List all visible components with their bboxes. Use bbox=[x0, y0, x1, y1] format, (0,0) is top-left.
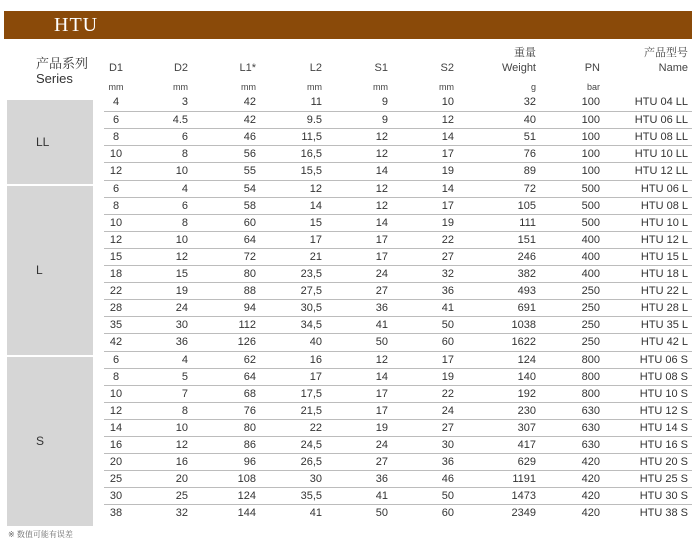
cell-l2: 41 bbox=[309, 507, 322, 520]
cell-l1: 64 bbox=[243, 370, 256, 383]
cell-pn: 630 bbox=[581, 421, 600, 434]
table-row bbox=[104, 487, 692, 505]
cell-l2: 17 bbox=[309, 370, 322, 383]
cell-s1: 50 bbox=[375, 507, 388, 520]
column-unit-s2: mm bbox=[439, 82, 454, 92]
cell-name: HTU 06 L bbox=[640, 182, 688, 195]
cell-pn: 420 bbox=[581, 473, 600, 486]
cell-l1: 56 bbox=[243, 148, 256, 161]
cell-l2: 30 bbox=[309, 473, 322, 486]
cell-pn: 500 bbox=[581, 199, 600, 212]
cell-d1: 4 bbox=[112, 96, 120, 108]
series-band-s bbox=[7, 357, 93, 526]
cell-d2: 8 bbox=[181, 216, 188, 229]
cell-l2: 16 bbox=[309, 353, 322, 366]
cell-s1: 14 bbox=[375, 165, 388, 178]
cell-l1: 124 bbox=[237, 490, 256, 503]
cell-s1: 14 bbox=[375, 370, 388, 383]
cell-l1: 80 bbox=[243, 268, 256, 280]
cell-s1: 17 bbox=[375, 404, 388, 417]
table-row bbox=[104, 162, 692, 180]
column-unit-d2: mm bbox=[173, 82, 188, 92]
cell-l2: 26,5 bbox=[300, 456, 322, 469]
cell-pn: 250 bbox=[581, 302, 600, 315]
cell-l1: 68 bbox=[243, 387, 256, 400]
cell-pn: 420 bbox=[581, 490, 600, 503]
cell-weight: 230 bbox=[517, 404, 536, 417]
cell-s1: 41 bbox=[375, 319, 388, 332]
cell-d1: 6 bbox=[112, 114, 120, 127]
cell-s2: 24 bbox=[441, 404, 454, 417]
cell-l1: 42 bbox=[243, 96, 256, 108]
table-row bbox=[104, 402, 692, 420]
cell-s1: 50 bbox=[375, 336, 388, 349]
cell-d2: 15 bbox=[175, 268, 188, 280]
cell-d1: 12 bbox=[109, 165, 123, 178]
cell-name: HTU 12 S bbox=[639, 404, 688, 417]
cell-weight: 140 bbox=[517, 370, 536, 383]
cell-l1: 88 bbox=[243, 285, 256, 298]
cell-s2: 27 bbox=[441, 421, 454, 434]
cell-s2: 10 bbox=[441, 96, 454, 108]
cell-weight: 1191 bbox=[512, 473, 536, 486]
cell-l2: 30,5 bbox=[300, 302, 322, 315]
cell-weight: 307 bbox=[517, 421, 536, 434]
column-header-d2: D2 bbox=[173, 62, 188, 74]
cell-pn: 800 bbox=[581, 387, 600, 400]
table-row bbox=[104, 351, 692, 369]
table-row bbox=[104, 333, 692, 351]
cell-pn: 800 bbox=[581, 353, 600, 366]
series-label: S bbox=[36, 434, 45, 448]
cell-weight: 192 bbox=[517, 387, 536, 400]
table-row bbox=[104, 265, 692, 283]
cell-pn: 420 bbox=[581, 456, 600, 469]
cell-d1: 6 bbox=[112, 353, 120, 366]
cell-l2: 14 bbox=[309, 199, 322, 212]
column-unit-l1: mm bbox=[241, 82, 256, 92]
table-row bbox=[104, 419, 692, 437]
cell-d1: 20 bbox=[109, 456, 123, 469]
cell-s2: 19 bbox=[441, 216, 454, 229]
cell-name: HTU 25 S bbox=[639, 473, 688, 486]
cell-d1: 35 bbox=[109, 319, 123, 332]
cell-l2: 40 bbox=[309, 336, 322, 349]
cell-pn: 800 bbox=[581, 370, 600, 383]
cell-pn: 630 bbox=[581, 439, 600, 451]
cell-pn: 250 bbox=[581, 285, 600, 298]
cell-weight: 691 bbox=[517, 302, 536, 315]
cell-name: HTU 08 S bbox=[639, 370, 688, 383]
cell-s2: 36 bbox=[441, 285, 454, 298]
cell-d2: 24 bbox=[175, 302, 188, 315]
cell-s2: 17 bbox=[441, 353, 454, 366]
cell-s1: 17 bbox=[375, 387, 388, 400]
cell-l2: 15 bbox=[309, 216, 322, 229]
cell-l1: 60 bbox=[243, 216, 256, 229]
table-row bbox=[104, 504, 692, 522]
cell-l1: 86 bbox=[243, 439, 256, 451]
cell-name: HTU 04 LL bbox=[634, 96, 688, 108]
cell-d2: 12 bbox=[175, 250, 188, 263]
cell-l2: 16,5 bbox=[300, 148, 322, 161]
cell-s1: 12 bbox=[375, 131, 388, 144]
cell-weight: 629 bbox=[517, 456, 536, 469]
cell-s2: 19 bbox=[441, 370, 454, 383]
cell-name: HTU 22 L bbox=[640, 285, 688, 298]
cell-l1: 126 bbox=[237, 336, 256, 349]
cell-s2: 17 bbox=[441, 199, 454, 212]
cell-s2: 50 bbox=[441, 490, 454, 503]
cell-d2: 6 bbox=[181, 131, 188, 144]
cell-name: HTU 30 S bbox=[639, 490, 688, 503]
table-row bbox=[104, 248, 692, 266]
table-row bbox=[104, 282, 692, 300]
series-header bbox=[36, 56, 88, 86]
column-header-s1: S1 bbox=[374, 62, 388, 74]
table-row bbox=[104, 453, 692, 471]
cell-d2: 4 bbox=[181, 353, 188, 366]
cell-weight: 493 bbox=[517, 285, 536, 298]
table-row bbox=[104, 128, 692, 146]
cell-pn: 100 bbox=[581, 96, 600, 108]
cell-d2: 4.5 bbox=[172, 114, 188, 127]
cell-s1: 12 bbox=[375, 199, 388, 212]
series-header-cn: 产品系列 bbox=[36, 56, 89, 71]
cell-s1: 27 bbox=[375, 285, 388, 298]
cell-l1: 55 bbox=[243, 165, 256, 178]
cell-pn: 420 bbox=[581, 507, 600, 520]
cell-d1: 30 bbox=[109, 490, 123, 503]
column-header-l2: L2 bbox=[309, 62, 322, 74]
cell-l2: 34,5 bbox=[300, 319, 322, 332]
cell-l1: 94 bbox=[243, 302, 256, 315]
cell-s2: 36 bbox=[441, 456, 454, 469]
table-row bbox=[104, 299, 692, 317]
cell-s1: 24 bbox=[375, 439, 388, 451]
series-band-l bbox=[7, 186, 93, 355]
cell-name: HTU 18 L bbox=[640, 268, 688, 280]
cell-s2: 19 bbox=[441, 165, 454, 178]
cell-name: HTU 15 L bbox=[640, 250, 688, 263]
cell-name: HTU 06 S bbox=[639, 353, 688, 366]
cell-l1: 46 bbox=[243, 131, 256, 144]
cell-name: HTU 28 L bbox=[640, 302, 688, 315]
cell-l2: 21 bbox=[309, 250, 322, 263]
cell-l1: 144 bbox=[237, 507, 256, 520]
column-unit-pn: bar bbox=[586, 82, 600, 92]
cell-d2: 10 bbox=[175, 421, 188, 434]
cell-d2: 16 bbox=[175, 456, 188, 469]
cell-name: HTU 06 LL bbox=[634, 114, 688, 127]
table-row bbox=[104, 385, 692, 403]
cell-name: HTU 42 L bbox=[640, 336, 688, 349]
title-bar bbox=[4, 11, 692, 39]
cell-name: HTU 16 S bbox=[639, 439, 688, 451]
cell-weight: 76 bbox=[523, 148, 536, 161]
cell-d1: 28 bbox=[109, 302, 123, 315]
cell-weight: 1038 bbox=[511, 319, 536, 332]
cell-weight: 111 bbox=[519, 216, 536, 229]
cell-d1: 25 bbox=[109, 473, 123, 486]
cell-l1: 96 bbox=[243, 456, 256, 469]
table-row bbox=[104, 368, 692, 386]
cell-d2: 8 bbox=[181, 404, 188, 417]
cell-name: HTU 08 L bbox=[640, 199, 688, 212]
cell-pn: 500 bbox=[581, 216, 600, 229]
cell-pn: 400 bbox=[581, 250, 600, 263]
cell-l2: 9.5 bbox=[306, 114, 322, 127]
cell-s1: 9 bbox=[381, 114, 388, 127]
table-row bbox=[104, 180, 692, 198]
column-unit-weight: g bbox=[530, 82, 536, 92]
cell-d1: 14 bbox=[109, 421, 123, 434]
cell-s1: 24 bbox=[375, 268, 388, 280]
column-header-cn-name: 产品型号 bbox=[644, 47, 688, 59]
cell-d2: 19 bbox=[175, 285, 188, 298]
column-header-pn: PN bbox=[584, 62, 600, 74]
cell-s2: 22 bbox=[441, 387, 454, 400]
cell-l2: 22 bbox=[309, 421, 322, 434]
cell-d1: 10 bbox=[109, 148, 123, 161]
cell-s1: 17 bbox=[375, 233, 388, 246]
cell-l2: 35,5 bbox=[300, 490, 322, 503]
cell-d2: 10 bbox=[175, 233, 188, 246]
cell-name: HTU 20 S bbox=[639, 456, 688, 469]
cell-pn: 100 bbox=[581, 114, 600, 127]
cell-d2: 10 bbox=[175, 165, 188, 178]
cell-s2: 14 bbox=[441, 182, 454, 195]
column-unit-s1: mm bbox=[373, 82, 388, 92]
cell-weight: 51 bbox=[523, 131, 536, 144]
cell-weight: 32 bbox=[523, 96, 536, 108]
cell-l2: 27,5 bbox=[300, 285, 322, 298]
cell-weight: 1622 bbox=[511, 336, 536, 349]
cell-l2: 24,5 bbox=[300, 439, 322, 451]
cell-s1: 41 bbox=[375, 490, 388, 503]
table-row bbox=[104, 214, 692, 232]
cell-l2: 15,5 bbox=[300, 165, 322, 178]
cell-pn: 400 bbox=[581, 233, 600, 246]
cell-d1: 10 bbox=[109, 387, 123, 400]
cell-d1: 8 bbox=[112, 131, 120, 144]
cell-d1: 16 bbox=[109, 439, 123, 451]
cell-d2: 36 bbox=[175, 336, 188, 349]
cell-d2: 5 bbox=[181, 370, 188, 383]
cell-l2: 17 bbox=[309, 233, 322, 246]
cell-l2: 11,5 bbox=[301, 131, 322, 144]
cell-l1: 72 bbox=[243, 250, 256, 263]
cell-name: HTU 38 S bbox=[639, 507, 688, 520]
column-header-weight: Weight bbox=[501, 62, 536, 74]
cell-weight: 1473 bbox=[511, 490, 536, 503]
cell-pn: 630 bbox=[581, 404, 600, 417]
cell-s2: 12 bbox=[441, 114, 454, 127]
series-label: L bbox=[36, 263, 43, 277]
cell-weight: 246 bbox=[517, 250, 536, 263]
cell-s1: 36 bbox=[375, 473, 388, 486]
cell-s1: 12 bbox=[375, 353, 388, 366]
cell-d1: 10 bbox=[109, 216, 123, 229]
cell-d1: 42 bbox=[109, 336, 123, 349]
cell-name: HTU 10 L bbox=[640, 216, 688, 229]
cell-d1: 22 bbox=[109, 285, 123, 298]
cell-s2: 46 bbox=[441, 473, 454, 486]
cell-pn: 250 bbox=[581, 319, 600, 332]
cell-name: HTU 08 LL bbox=[634, 131, 688, 144]
column-header-name: Name bbox=[658, 62, 688, 74]
series-label: LL bbox=[36, 134, 50, 149]
cell-weight: 417 bbox=[517, 439, 536, 451]
cell-l1: 76 bbox=[243, 404, 256, 417]
cell-d1: 15 bbox=[109, 250, 123, 263]
cell-d1: 8 bbox=[112, 370, 120, 383]
cell-d1: 18 bbox=[109, 268, 123, 280]
cell-d1: 12 bbox=[109, 404, 123, 417]
column-header-cn-weight: 重量 bbox=[514, 47, 536, 59]
cell-l1: 112 bbox=[238, 319, 256, 332]
cell-pn: 500 bbox=[581, 182, 600, 195]
cell-d2: 4 bbox=[181, 182, 188, 195]
table-row bbox=[104, 111, 692, 129]
table-row bbox=[104, 94, 692, 111]
column-unit-l2: mm bbox=[307, 82, 322, 92]
cell-l1: 58 bbox=[243, 199, 256, 212]
cell-l2: 12 bbox=[309, 182, 322, 195]
cell-d2: 7 bbox=[181, 387, 188, 400]
cell-d2: 25 bbox=[175, 490, 188, 503]
table-row bbox=[104, 316, 692, 334]
cell-s2: 14 bbox=[441, 131, 454, 144]
table-row bbox=[104, 197, 692, 215]
cell-s2: 60 bbox=[441, 507, 454, 520]
cell-weight: 72 bbox=[523, 182, 536, 195]
table-row bbox=[104, 436, 692, 454]
cell-s2: 30 bbox=[441, 439, 454, 451]
cell-pn: 100 bbox=[581, 165, 600, 178]
cell-weight: 40 bbox=[523, 114, 536, 127]
cell-d2: 20 bbox=[175, 473, 188, 486]
column-header-s2: S2 bbox=[440, 62, 454, 74]
cell-l1: 62 bbox=[243, 353, 256, 366]
table-row bbox=[104, 231, 692, 249]
cell-l1: 42 bbox=[243, 114, 256, 127]
cell-s2: 27 bbox=[441, 250, 454, 263]
cell-l1: 54 bbox=[243, 182, 256, 195]
column-header-d1: D1 bbox=[108, 62, 124, 74]
cell-d2: 32 bbox=[175, 507, 188, 520]
page-title: HTU bbox=[54, 14, 99, 36]
cell-d2: 3 bbox=[181, 96, 188, 108]
cell-s1: 36 bbox=[375, 302, 388, 315]
column-unit-d1: mm bbox=[108, 82, 124, 92]
cell-l2: 23,5 bbox=[300, 268, 322, 280]
cell-pn: 400 bbox=[581, 268, 600, 280]
cell-d1: 6 bbox=[112, 182, 120, 195]
cell-weight: 2349 bbox=[511, 507, 536, 520]
series-band-ll bbox=[7, 100, 93, 184]
cell-l2: 11 bbox=[310, 96, 322, 108]
cell-d2: 6 bbox=[181, 199, 188, 212]
footnote: ※ 数值可能有误差 bbox=[8, 530, 73, 539]
cell-s2: 17 bbox=[441, 148, 454, 161]
cell-d1: 38 bbox=[109, 507, 123, 520]
cell-s2: 41 bbox=[441, 302, 454, 315]
cell-s1: 27 bbox=[375, 456, 388, 469]
cell-s1: 19 bbox=[375, 421, 388, 434]
cell-d2: 12 bbox=[175, 439, 188, 451]
cell-l2: 21,5 bbox=[300, 404, 322, 417]
cell-s1: 12 bbox=[375, 148, 388, 161]
column-header-l1: L1* bbox=[239, 62, 256, 74]
cell-weight: 124 bbox=[517, 353, 536, 366]
cell-l2: 17,5 bbox=[300, 387, 322, 400]
cell-l1: 108 bbox=[237, 473, 256, 486]
cell-s1: 9 bbox=[381, 96, 388, 108]
cell-pn: 100 bbox=[581, 131, 600, 144]
cell-s2: 22 bbox=[441, 233, 454, 246]
cell-weight: 382 bbox=[517, 268, 536, 280]
table-row bbox=[104, 470, 692, 488]
cell-pn: 100 bbox=[581, 148, 600, 161]
cell-s2: 32 bbox=[441, 268, 454, 280]
cell-name: HTU 12 L bbox=[640, 233, 688, 246]
cell-s2: 50 bbox=[441, 319, 454, 332]
table-row bbox=[104, 145, 692, 163]
cell-d2: 8 bbox=[181, 148, 188, 161]
cell-d2: 30 bbox=[175, 319, 188, 332]
cell-s1: 12 bbox=[375, 182, 388, 195]
cell-l1: 64 bbox=[243, 233, 256, 246]
cell-weight: 151 bbox=[517, 233, 536, 246]
cell-d1: 12 bbox=[109, 233, 123, 246]
cell-weight: 105 bbox=[517, 199, 536, 212]
cell-s1: 17 bbox=[375, 250, 388, 263]
cell-pn: 250 bbox=[581, 336, 600, 349]
cell-s2: 60 bbox=[441, 336, 454, 349]
cell-s1: 14 bbox=[375, 216, 388, 229]
cell-name: HTU 35 L bbox=[640, 319, 688, 332]
cell-name: HTU 12 LL bbox=[634, 165, 688, 178]
cell-name: HTU 10 LL bbox=[634, 148, 688, 161]
cell-name: HTU 10 S bbox=[639, 387, 688, 400]
cell-l1: 80 bbox=[243, 421, 256, 434]
series-header-en: Series bbox=[36, 71, 73, 86]
cell-name: HTU 14 S bbox=[639, 421, 688, 434]
cell-weight: 89 bbox=[523, 165, 536, 178]
cell-d1: 8 bbox=[112, 199, 120, 212]
